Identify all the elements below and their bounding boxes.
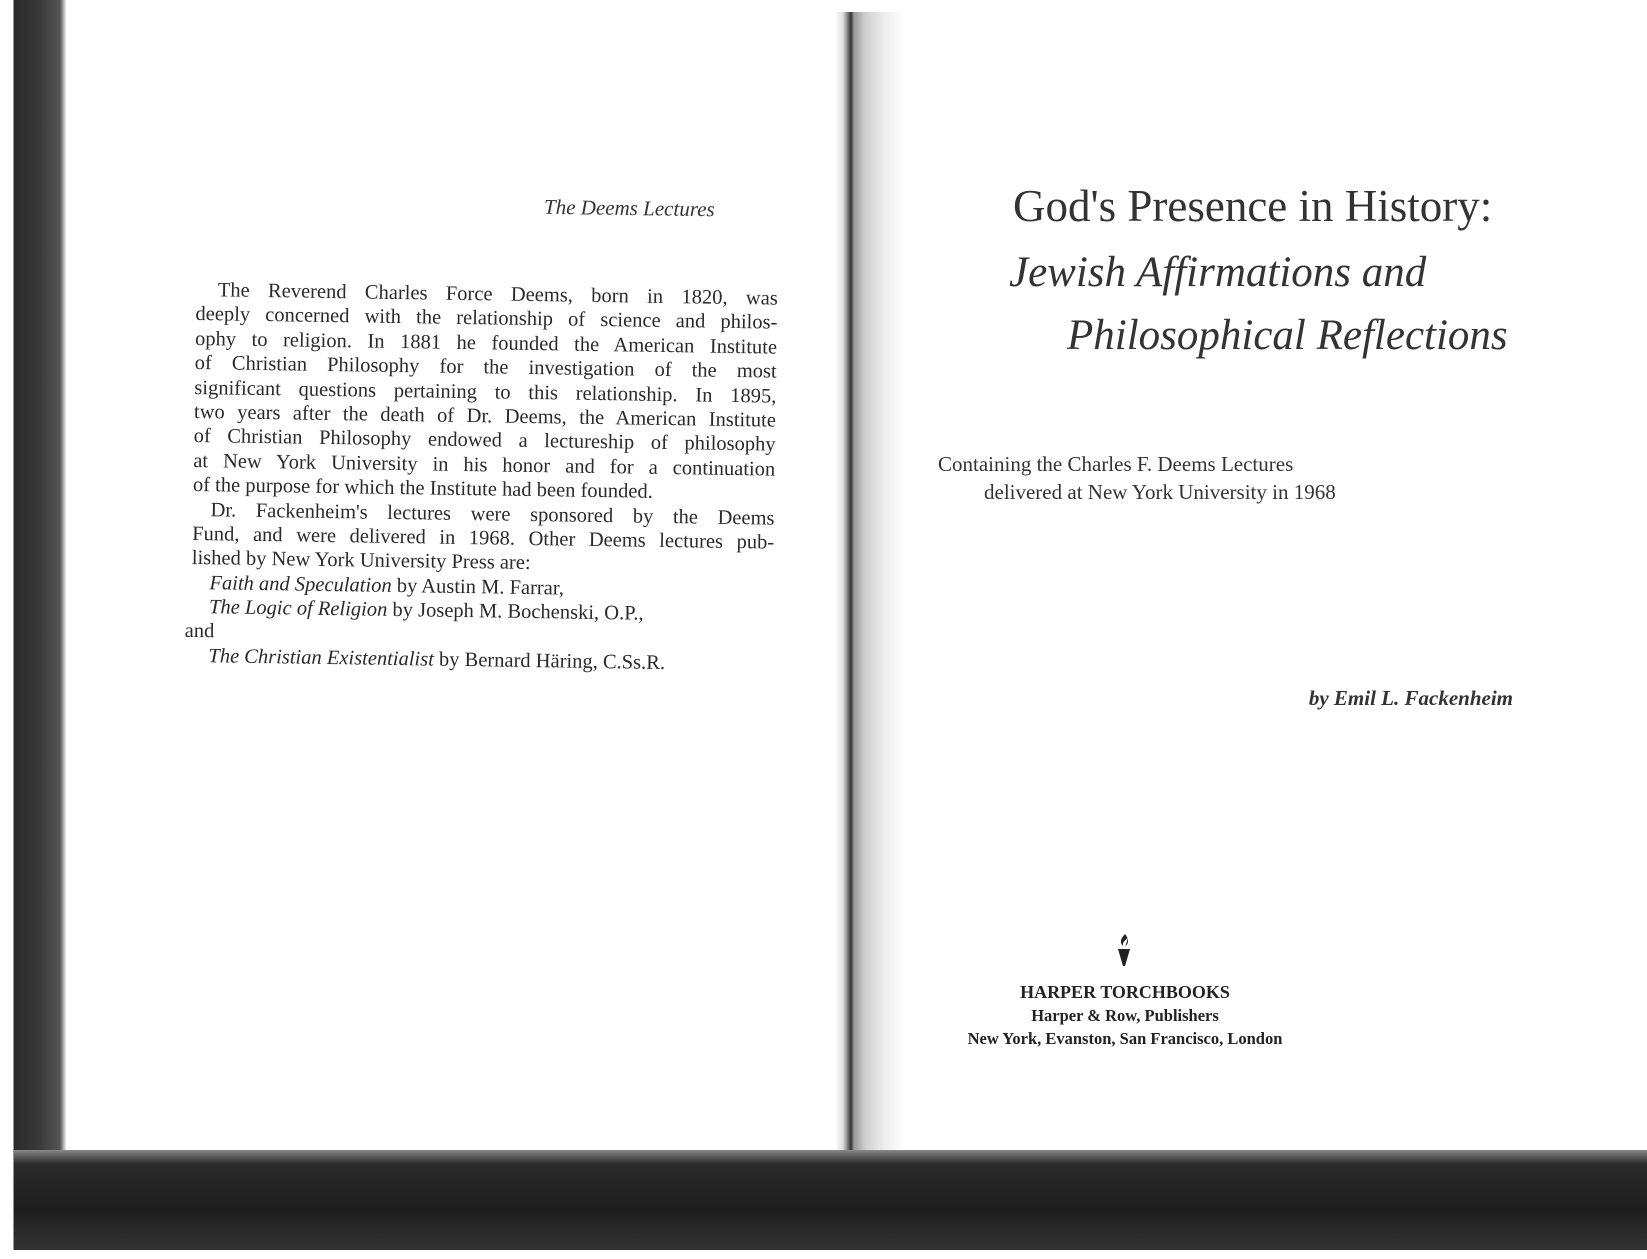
- scan-border-left: [0, 0, 66, 1259]
- book-title: God's Presence in History:: [1013, 181, 1493, 231]
- paragraph-line: ophy to religion. In 1881 he founded the American Institute: [194, 327, 778, 359]
- paragraph-line: of Christian Philosophy for the investigation of the most: [194, 352, 777, 383]
- paragraph-line: deeply concerned with the relationship of science and philos-: [195, 303, 778, 335]
- torch-icon: [1114, 933, 1134, 967]
- lecture-list-conjunction: and: [184, 620, 215, 643]
- publisher-cities: New York, Evanston, San Francisco, London: [967, 1029, 1283, 1048]
- paragraph-line: of Christian Philosophy endowed a lectureship of philosophy: [193, 425, 776, 456]
- paragraph-line: two years after the death of Dr. Deems, the American Institute: [193, 400, 777, 432]
- lecture-author: by Bernard Häring, C.Ss.R.: [433, 648, 666, 674]
- deems-lectures-paragraph: [184, 278, 778, 677]
- book-subtitle-line-2: Philosophical Reflections: [1067, 312, 1508, 359]
- publisher-imprint: HARPER TORCHBOOKS: [1020, 982, 1230, 1002]
- paragraph-line: at New York University in his honor and for a continuation: [193, 449, 776, 481]
- lecture-title: The Christian Existentialist: [208, 645, 435, 671]
- containing-line-1: Containing the Charles F. Deems Lectures: [938, 452, 1294, 476]
- author-byline: by Emil L. Fackenheim: [1308, 686, 1513, 710]
- lecture-author: by Joseph M. Bochenski, O.P.,: [387, 598, 644, 625]
- scan-margin-bottom: [0, 1250, 1647, 1259]
- lecture-author: by Austin M. Farrar,: [391, 574, 565, 600]
- lecture-title: Faith and Speculation: [209, 571, 392, 597]
- paragraph-line: significant questions pertaining to this relationship. In 1895,: [194, 376, 777, 408]
- containing-line-2: delivered at New York University in 1968: [984, 480, 1336, 504]
- paragraph-line: lished by New York University Press are:: [191, 547, 531, 575]
- running-head: The Deems Lectures: [543, 194, 715, 222]
- publisher-name: Harper & Row, Publishers: [1031, 1006, 1219, 1025]
- scan-border-top: [0, 0, 1647, 12]
- paragraph-line: The Reverend Charles Force Deems, born in 1820, was: [217, 279, 778, 310]
- lecture-title: The Logic of Religion: [208, 596, 388, 621]
- paragraph-line: Fund, and were delivered in 1968. Other Deems lectures pub-: [192, 522, 775, 554]
- book-subtitle-line-1: Jewish Affirmations and: [1009, 249, 1427, 296]
- scan-border-bottom: [14, 1150, 1647, 1250]
- paragraph-line: Dr. Fackenheim's lectures were sponsored by the Deems: [210, 498, 775, 530]
- paragraph-line: of the purpose for which the Institute had been founded.: [192, 474, 654, 503]
- book-gutter: [835, 12, 905, 1162]
